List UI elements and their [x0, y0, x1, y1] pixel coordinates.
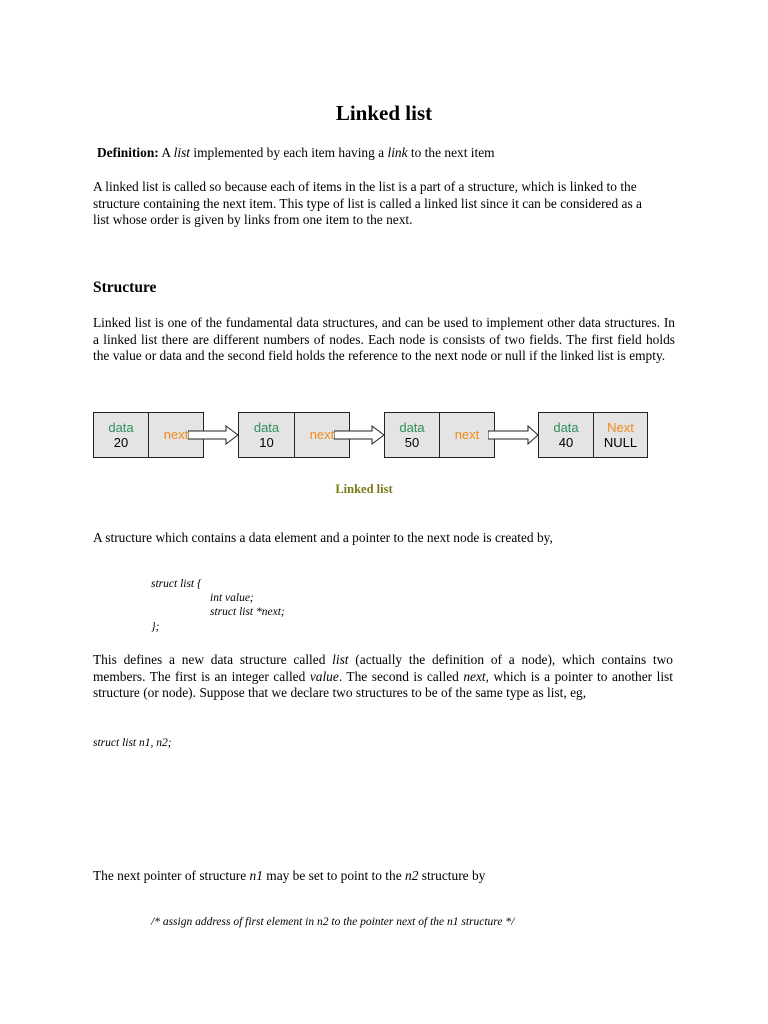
code-line: struct list {: [151, 578, 202, 590]
definition-label: Definition:: [97, 145, 159, 160]
paragraph-text: structure by: [418, 868, 486, 883]
node-data-label: data: [253, 420, 280, 435]
code-line: int value;: [210, 592, 254, 604]
paragraph-text: This defines a new data structure called: [93, 652, 333, 667]
node-1-next: next: [148, 412, 204, 458]
definition-emphasis: list: [173, 145, 191, 160]
paragraph-emphasis: list: [332, 652, 349, 667]
structure-paragraph: Linked list is one of the fundamental data structures, and can be used to implement other data structures. In a linked list there are different numbers of nodes. Each node is consists of two fields. The first field holds the value or data and the second field holds the reference to the next node or null if the linked list is empty.: [93, 315, 675, 363]
definition-line: [97, 145, 697, 162]
struct-intro: A structure which contains a data element and a pointer to the next node is created by,: [93, 530, 553, 545]
node-null-value: NULL: [603, 435, 638, 450]
definition-emphasis: link: [387, 145, 408, 160]
intro-paragraph: A linked list is called so because each of items in the list is a part of a structure, which is linked to the structure containing the next item. This type of list is called a linked list since it can be considered as a list whose order is given by links from one item to the next.: [93, 179, 642, 227]
definition-text: to the next item: [407, 145, 495, 160]
node-1-data: [93, 412, 149, 458]
arrow-right-icon: [488, 425, 540, 445]
node-data-label: data: [108, 420, 134, 435]
node-value: 20: [113, 435, 129, 450]
node-data-label: data: [553, 420, 579, 435]
paragraph-text: (actually the definition of a node), which contains two members. The first is an integer called: [93, 652, 673, 684]
paragraph-text: The next pointer of structure: [93, 868, 250, 883]
node-value: 50: [404, 435, 420, 450]
arrow-right-icon: [334, 425, 386, 445]
page-title: Linked list: [335, 101, 433, 125]
node-4-null: [593, 412, 648, 458]
paragraph-emphasis: value: [309, 668, 339, 684]
node-2-data: [238, 412, 295, 458]
arrow-right-icon: [188, 425, 240, 445]
definition-text: implemented by each item having a: [190, 145, 388, 160]
node-next-label: Next: [607, 420, 634, 435]
definition-text: A: [158, 145, 174, 160]
code-line: struct list *next;: [210, 606, 285, 618]
code-line: };: [151, 621, 160, 633]
paragraph-text: may be set to point to the: [262, 868, 406, 883]
diagram-caption: Linked list: [335, 482, 393, 496]
paragraph-text: . The second is called: [338, 668, 464, 684]
node-3-data: [384, 412, 440, 458]
node-4-data: [538, 412, 594, 458]
node-value: 40: [558, 435, 574, 450]
declaration-code: struct list n1, n2;: [93, 737, 172, 749]
paragraph-text: , which is a pointer to another list structure (or node). Suppose that we declare two structures to be of the same type as list, eg,: [93, 668, 673, 700]
paragraph-emphasis: n2: [405, 868, 419, 883]
node-3-next: next: [439, 412, 495, 458]
paragraph-emphasis: next: [463, 668, 486, 684]
code-comment: /* assign address of first element in n2 to the pointer next of the n1 structure */: [151, 916, 515, 928]
node-data-label: data: [399, 420, 425, 435]
structure-heading: Structure: [93, 279, 157, 296]
next-pointer-line: [93, 868, 693, 885]
defines-paragraph: [93, 652, 673, 702]
node-value: 10: [259, 435, 274, 450]
node-2-next: next: [294, 412, 350, 458]
paragraph-emphasis: n1: [249, 868, 263, 883]
